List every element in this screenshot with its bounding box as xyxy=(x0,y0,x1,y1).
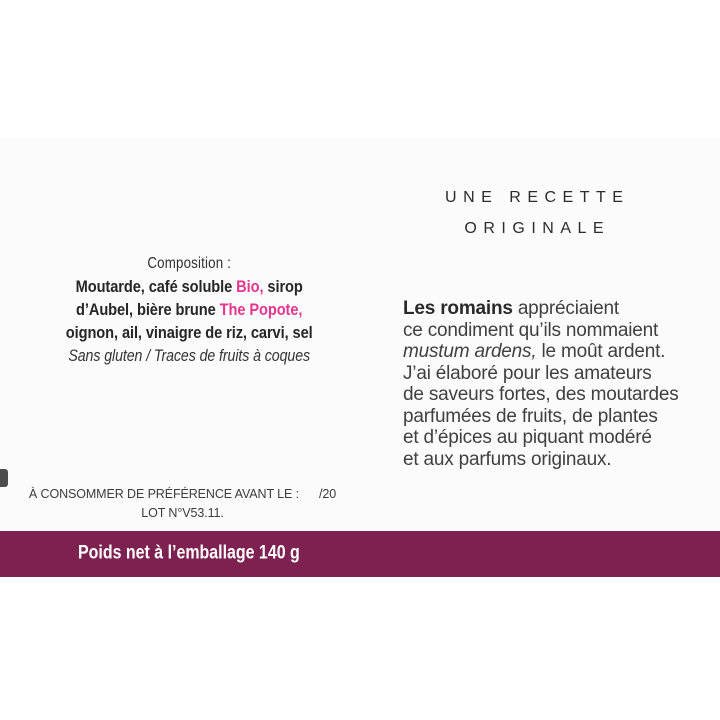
text-segment: Sans gluten / Traces de fruits à coques xyxy=(68,347,311,365)
text-segment: et aux parfums originaux. xyxy=(403,448,612,470)
text-line xyxy=(403,427,698,449)
story-heading xyxy=(403,182,665,244)
composition-title: Composition : xyxy=(147,255,232,272)
text-line xyxy=(20,485,345,504)
text-line xyxy=(34,298,344,321)
weight-banner xyxy=(0,531,720,577)
text-segment: À CONSOMMER DE PRÉFÉRENCE AVANT LE : xyxy=(28,487,299,501)
text-segment: ce condiment qu’ils nommaient xyxy=(403,319,659,341)
text-segment: Moutarde, café soluble xyxy=(75,277,237,296)
net-weight-text: Poids net à l’emballage 140 g xyxy=(78,542,300,564)
text-segment: d’Aubel, bière brune xyxy=(76,300,220,319)
text-line xyxy=(403,406,698,428)
text-segment: oignon, ail, vinaigre de riz, carvi, sel xyxy=(65,323,313,342)
text-line xyxy=(403,298,698,320)
text-line xyxy=(34,344,344,368)
best-before-block xyxy=(20,485,345,523)
text-segment: appréciaient xyxy=(512,298,619,319)
text-line xyxy=(403,320,698,342)
brand-highlight: The Popote, xyxy=(219,300,303,319)
story-heading-line1: UNE RECETTE xyxy=(445,189,630,206)
text-segment: /20 xyxy=(319,487,337,501)
text-line xyxy=(34,275,344,298)
text-segment: de saveurs fortes, des moutardes xyxy=(403,384,679,405)
text-segment: sirop xyxy=(263,277,303,296)
story-heading-line2: ORIGINALE xyxy=(464,220,611,237)
text-segment: et d’épices au piquant modéré xyxy=(403,427,652,448)
text-line xyxy=(403,341,698,363)
composition-block xyxy=(34,252,344,368)
text-line xyxy=(20,504,345,523)
story-paragraph xyxy=(403,298,698,470)
text-segment: parfumées de fruits, de plantes xyxy=(403,405,658,427)
ingredient-lines xyxy=(34,275,344,368)
text-line xyxy=(34,321,344,344)
text-segment: le moût ardent. xyxy=(536,341,666,362)
brand-highlight: Bio, xyxy=(236,277,264,296)
text-line xyxy=(403,363,698,385)
text-segment: J’ai élaboré pour les amateurs xyxy=(403,362,652,384)
text-line xyxy=(403,384,698,406)
text-segment: LOT N°V53.11. xyxy=(141,506,224,520)
text-line xyxy=(403,449,698,471)
text-segment: mustum ardens, xyxy=(403,341,537,362)
print-mark-tab xyxy=(0,469,8,487)
text-segment: Les romains xyxy=(403,298,513,319)
